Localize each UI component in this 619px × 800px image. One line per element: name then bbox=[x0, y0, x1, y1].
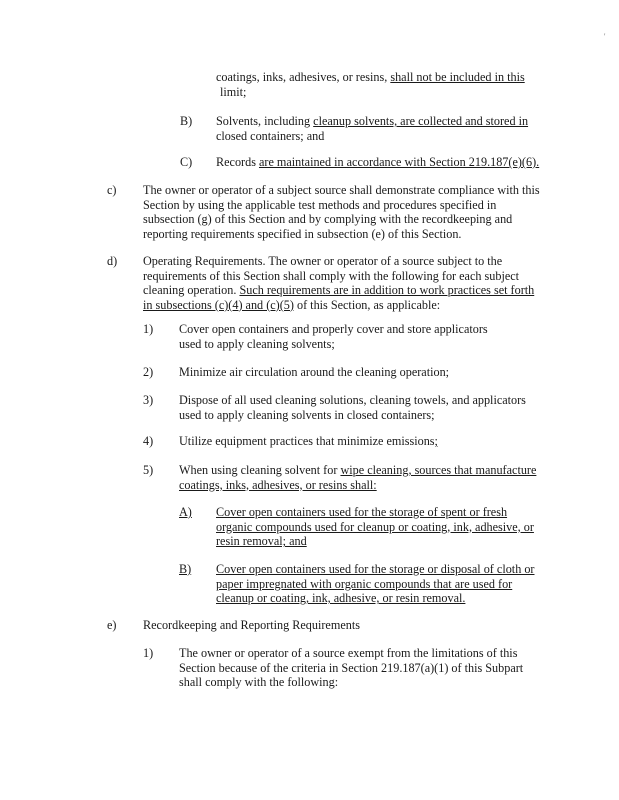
item-d2 bbox=[179, 365, 449, 380]
text: requirements of this Section shall comply with the following for each subject bbox=[143, 268, 520, 283]
text: Recordkeeping and Reporting Requirements bbox=[143, 618, 360, 632]
text: used to apply cleaning solvents; bbox=[179, 336, 335, 351]
text: Records bbox=[216, 155, 259, 169]
item-label-d5: 5) bbox=[143, 463, 154, 477]
underlined-text: cleanup solvents, are collected and stored in bbox=[313, 114, 529, 128]
text: cleaning operation. bbox=[143, 283, 240, 298]
item-d5a bbox=[216, 505, 534, 549]
item-d3 bbox=[179, 393, 526, 422]
text: Cover open containers and properly cover and store applicators bbox=[179, 322, 488, 336]
text: When using cleaning solvent for bbox=[179, 463, 341, 477]
text: shall comply with the following: bbox=[179, 675, 339, 690]
section-label-c: c) bbox=[107, 183, 117, 197]
continuation-fragment bbox=[216, 70, 525, 99]
text: Section because of the criteria in Section 219.187(a)(1) of this Subpart bbox=[179, 660, 524, 675]
underlined-text: organic compounds used for cleanup or coating, ink, adhesive, or bbox=[216, 519, 534, 534]
underlined-text: resin removal; and bbox=[216, 534, 307, 549]
item-label-e1: 1) bbox=[143, 646, 154, 660]
item-c bbox=[216, 155, 539, 170]
item-label-d5b: B) bbox=[179, 562, 192, 576]
text: subsection (g) of this Section and by complying with the recordkeeping and bbox=[143, 212, 513, 227]
text: Section by using the applicable test methods and procedures specified in bbox=[143, 197, 497, 212]
item-label-d3: 3) bbox=[143, 393, 154, 407]
underlined-text: wipe cleaning, sources that manufacture bbox=[340, 463, 537, 477]
section-d bbox=[143, 254, 534, 312]
item-e1 bbox=[179, 646, 523, 690]
underlined-text: shall not be included in this bbox=[390, 70, 525, 84]
text: of this Section, as applicable: bbox=[293, 297, 441, 312]
text: limit; bbox=[220, 84, 247, 99]
item-label-c: C) bbox=[180, 155, 193, 169]
text: The owner or operator of a source exempt from the limitations of this bbox=[179, 646, 518, 660]
underlined-text: are maintained in accordance with Section 219.187(e)(6). bbox=[258, 155, 540, 169]
underlined-text: Cover open containers used for the storage of spent or fresh bbox=[216, 505, 508, 519]
text: Solvents, including bbox=[216, 114, 314, 128]
item-label-d4: 4) bbox=[143, 434, 154, 448]
text: Dispose of all used cleaning solutions, cleaning towels, and applicators bbox=[179, 393, 526, 407]
text: used to apply cleaning solvents in closed containers; bbox=[179, 407, 435, 422]
item-d5b bbox=[216, 562, 534, 606]
text: Minimize air circulation around the cleaning operation; bbox=[179, 365, 450, 379]
underlined-text: Such requirements are in addition to work practices set forth bbox=[239, 283, 535, 298]
text: The owner or operator of a subject source shall demonstrate compliance with this bbox=[143, 183, 540, 197]
item-d5 bbox=[179, 463, 536, 492]
underlined-text: paper impregnated with organic compounds that are used for bbox=[216, 576, 513, 591]
section-c bbox=[143, 183, 540, 241]
item-label-d2: 2) bbox=[143, 365, 154, 379]
text: closed containers; and bbox=[216, 128, 325, 143]
item-d4 bbox=[179, 434, 438, 449]
section-label-d: d) bbox=[107, 254, 118, 268]
section-label-e: e) bbox=[107, 618, 117, 632]
underlined-text: in subsections (c)(4) and (c)(5) bbox=[143, 297, 294, 312]
text: Operating Requirements. The owner or operator of a source subject to the bbox=[143, 254, 503, 268]
underlined-text: Cover open containers used for the storage or disposal of cloth or bbox=[216, 562, 535, 576]
text: reporting requirements specified in subsection (e) of this Section. bbox=[143, 226, 462, 241]
item-label-d5a: A) bbox=[179, 505, 192, 519]
item-label-b: B) bbox=[180, 114, 193, 128]
text: Utilize equipment practices that minimize emissions bbox=[179, 434, 435, 448]
underlined-text: ; bbox=[434, 434, 438, 448]
section-e-title bbox=[143, 618, 360, 633]
item-label-d1: 1) bbox=[143, 322, 154, 336]
page-corner-mark: ' bbox=[604, 32, 606, 41]
text: coatings, inks, adhesives, or resins, bbox=[216, 70, 391, 84]
item-b bbox=[216, 114, 528, 143]
underlined-text: cleanup or coating, ink, adhesive, or resin removal. bbox=[216, 591, 466, 606]
underlined-text: coatings, inks, adhesives, or resins shall: bbox=[179, 477, 377, 492]
item-d1 bbox=[179, 322, 488, 351]
